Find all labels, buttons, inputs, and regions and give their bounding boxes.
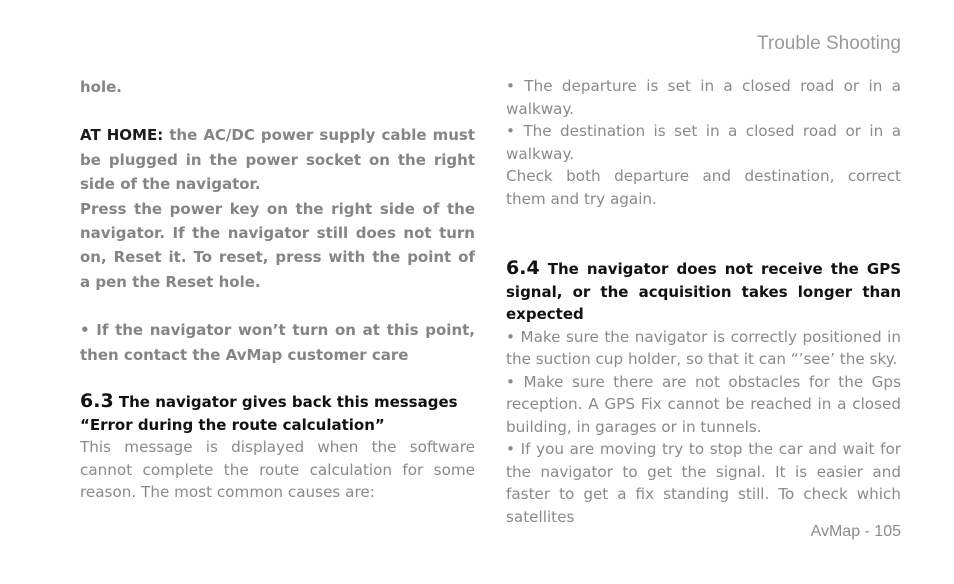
at-home-text: the AC/DC power supply cable must be plugged in the power socket on the right side of the navigator.: [80, 126, 475, 194]
bullet-obstacles: • Make sure there are not obstacles for the Gps reception. A GPS Fix cannot be reached in a closed building, in garages or in tunnels.: [506, 372, 901, 436]
section-6-3-body: This message is displayed when the software cannot complete the route calculation for some reason. The most common causes are:: [80, 438, 475, 502]
paragraph-check: Check both departure and destination, correct them and try again.: [506, 167, 901, 208]
section-6-4-number: 6.4: [506, 257, 540, 279]
section-6-3-title-line2: “Error during the route calculation”: [80, 415, 385, 434]
left-column: [80, 75, 475, 504]
section-6-3-heading: [80, 390, 475, 436]
at-home-label: AT HOME:: [80, 126, 164, 145]
section-6-3-number: 6.3: [80, 390, 114, 413]
bullet-moving: • If you are moving try to stop the car and wait for the navigator to get the signal. It is easier and faster to get a fix standing still. To check which satellites: [506, 440, 901, 526]
section-6-4-title: The navigator does not receive the GPS signal, or the acquisition takes longer than expected: [506, 260, 901, 323]
section-6-4-heading: [506, 257, 901, 326]
paragraph-hole: hole.: [80, 78, 122, 96]
bullet-position: • Make sure the navigator is correctly positioned in the suction cup holder, so that it can “’see’ the sky.: [506, 327, 901, 368]
bullet-departure: • The departure is set in a closed road or in a walkway.: [506, 77, 901, 118]
paragraph-at-home: [80, 123, 475, 196]
page-footer-number: AvMap - 105: [810, 523, 901, 540]
page-header-title: Trouble Shooting: [756, 33, 901, 54]
section-6-3-title-line1: The navigator gives back this messages: [113, 393, 458, 412]
bullet-contact-care: • If the navigator won’t turn on at this point, then contact the AvMap customer care: [80, 321, 475, 364]
paragraph-press-power: Press the power key on the right side of the navigator. If the navigator still does not turn on, Reset it. To reset, press with the point of a pen the Reset hole.: [80, 199, 475, 291]
right-column: [506, 75, 901, 528]
bullet-destination: • The destination is set in a closed road or in a walkway.: [506, 122, 901, 163]
